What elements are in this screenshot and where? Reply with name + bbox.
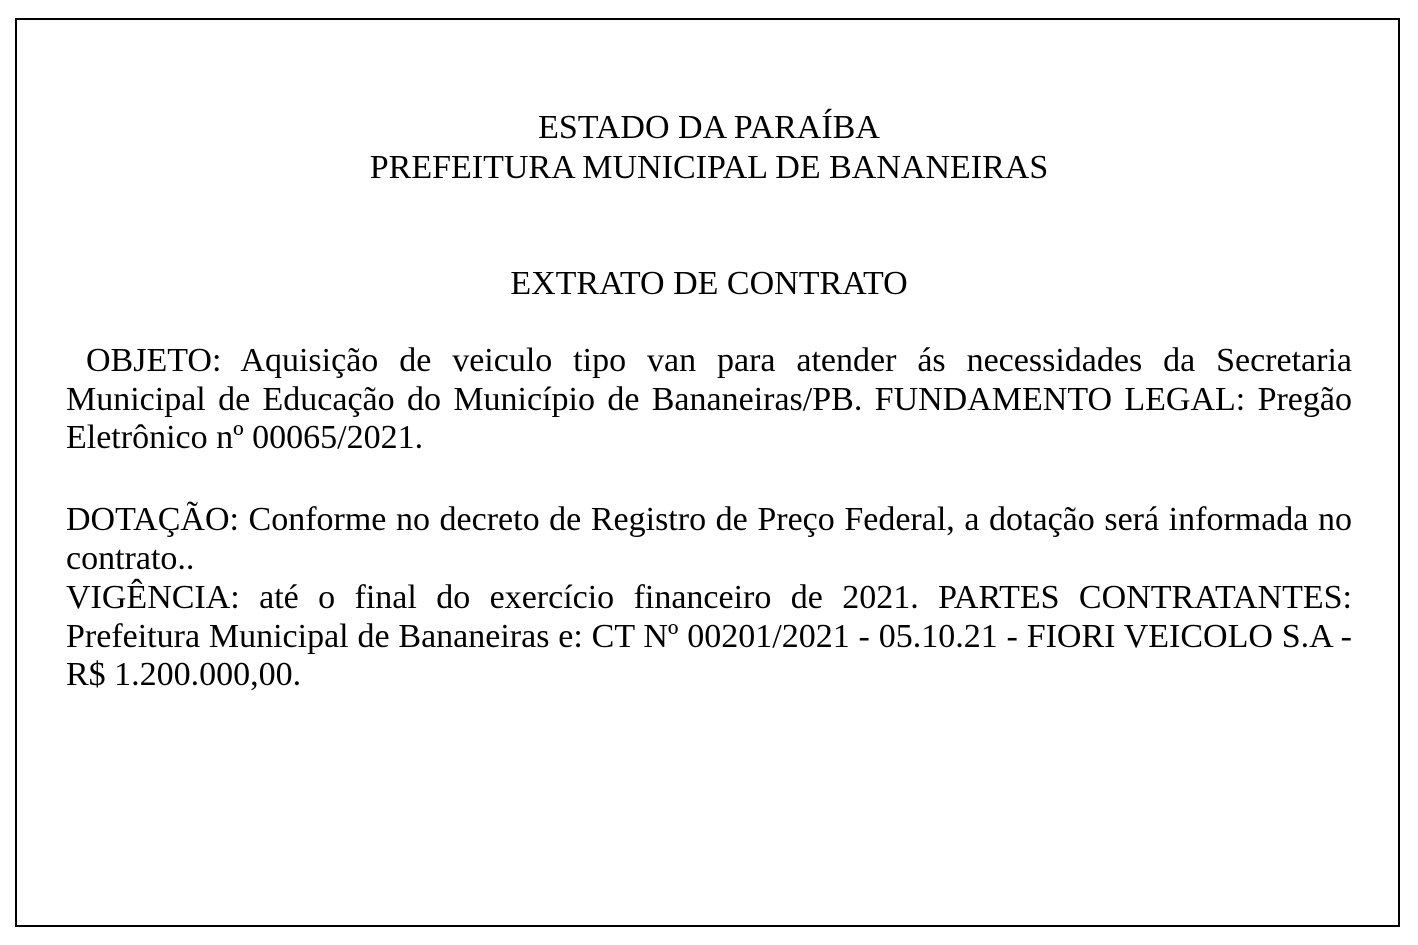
vigencia-paragraph: VIGÊNCIA: até o final do exercício financeiro de 2021. PARTES CONTRATANTES: Prefeitura Municipal de Bananeiras e: CT Nº 00201/2021 - 05.10.21 - FIORI VEICOLO S.A - R$ 1.200.000,00. [66, 579, 1352, 693]
document-header [0, 108, 1418, 188]
dotacao-paragraph: DOTAÇÃO: Conforme no decreto de Registro de Preço Federal, a dotação será informada no contrato.. [66, 501, 1352, 577]
document-title: EXTRATO DE CONTRATO [510, 265, 908, 302]
objeto-text: OBJETO: Aquisição de veiculo tipo van para atender ás necessidades da Secretaria Municipal de Educação do Município de Bananeiras/PB. FUNDAMENTO LEGAL: Pregão Eletrônico nº 00065/2021. [66, 342, 1352, 456]
header-state: ESTADO DA PARAÍBA [538, 109, 880, 146]
objeto-paragraph [66, 342, 1352, 458]
header-municipality: PREFEITURA MUNICIPAL DE BANANEIRAS [369, 149, 1049, 186]
